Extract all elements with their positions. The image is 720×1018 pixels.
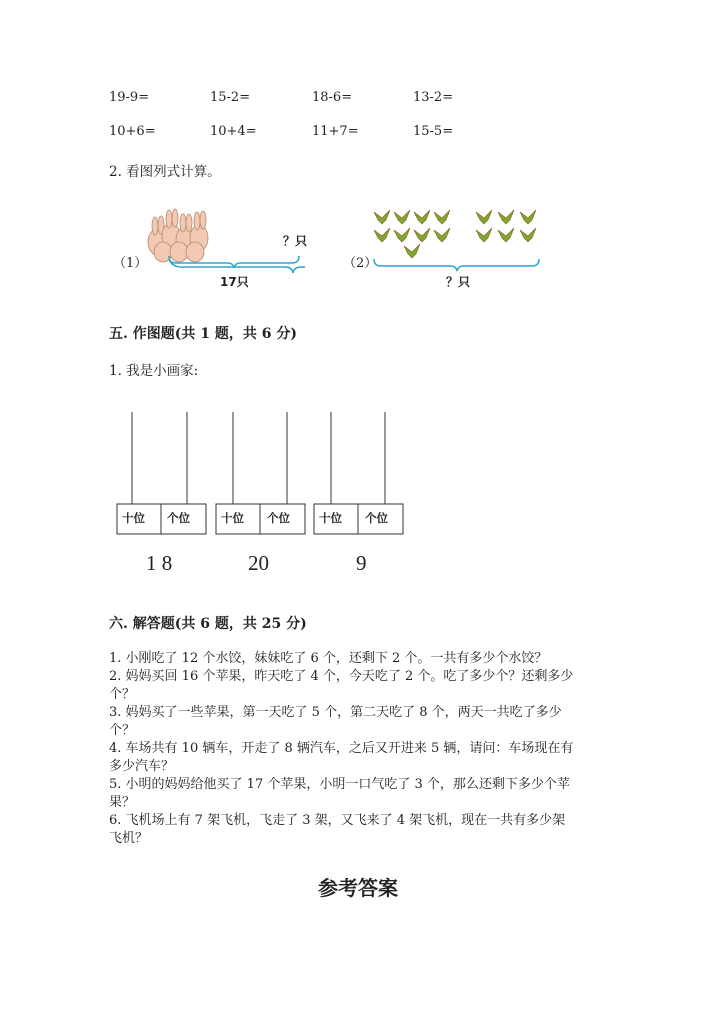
section-heading: 六. 解答题(共 6 题，共 25 分) — [109, 616, 307, 632]
pic1-question-label: ？只 — [283, 234, 308, 248]
abacus-number: 20 — [248, 551, 269, 575]
calc-item: 13-2= — [413, 90, 454, 105]
ones-label: 个位 — [167, 511, 190, 525]
birds-illustration — [372, 206, 542, 262]
tens-label: 十位 — [122, 511, 145, 525]
question-line: 飞机？ — [109, 831, 149, 846]
calc-item: 11+7= — [312, 124, 359, 139]
pic2-index: （2） — [343, 256, 378, 271]
section-heading: 五. 作图题(共 1 题，共 6 分) — [109, 326, 297, 342]
brace-total — [168, 255, 300, 269]
calc-item: 15-5= — [413, 124, 454, 139]
pic1-total-label: 17只 — [220, 275, 249, 289]
tens-label: 十位 — [221, 511, 244, 525]
calc-item: 10+4= — [210, 124, 257, 139]
question-line: 6. 飞机场上有 7 架飞机，飞走了 3 架，又飞来了 4 架飞机，现在一共有多少架 — [109, 813, 566, 828]
question-line: 4. 车场共有 10 辆车，开走了 8 辆汽车，之后又开进来 5 辆，请问：车场现在有 — [109, 741, 574, 756]
abacus-number: 9 — [356, 551, 367, 575]
calc-item: 19-9= — [109, 90, 150, 105]
question-line: 2. 妈妈买回 16 个苹果，昨天吃了 4 个，今天吃了 2 个。吃了多少个？还剩多少 — [109, 669, 574, 684]
calc-item: 15-2= — [210, 90, 251, 105]
question-line: 果？ — [109, 795, 136, 810]
question-line: 5. 小明的妈妈给他买了 17 个苹果，小明一口气吃了 3 个，那么还剩下多少个苹 — [109, 777, 570, 792]
ones-label: 个位 — [365, 511, 388, 525]
question-line: 1. 小刚吃了 12 个水饺，妹妹吃了 6 个，还剩下 2 个。一共有多少个水饺？ — [109, 651, 548, 666]
ones-label: 个位 — [267, 511, 290, 525]
brace-total — [373, 258, 540, 272]
calc-item: 18-6= — [312, 90, 353, 105]
question-line: 多少汽车？ — [109, 759, 175, 774]
question-title: 2. 看图列式计算。 — [109, 164, 221, 180]
question-line: 个？ — [109, 687, 136, 702]
bird-icon-group — [374, 210, 536, 258]
answers-title: 参考答案 — [318, 876, 398, 900]
question-title: 1. 我是小画家: — [109, 363, 199, 379]
abacus-number: 1 8 — [146, 551, 173, 575]
question-line: 3. 妈妈买了一些苹果，第一天吃了 5 个，第二天吃了 8 个，两天一共吃了多少 — [109, 705, 562, 720]
pic1-index: （1） — [113, 256, 148, 271]
tens-label: 十位 — [319, 511, 342, 525]
calc-item: 10+6= — [109, 124, 156, 139]
pic2-total-label: ？只 — [446, 275, 471, 289]
question-line: 个？ — [109, 723, 136, 738]
